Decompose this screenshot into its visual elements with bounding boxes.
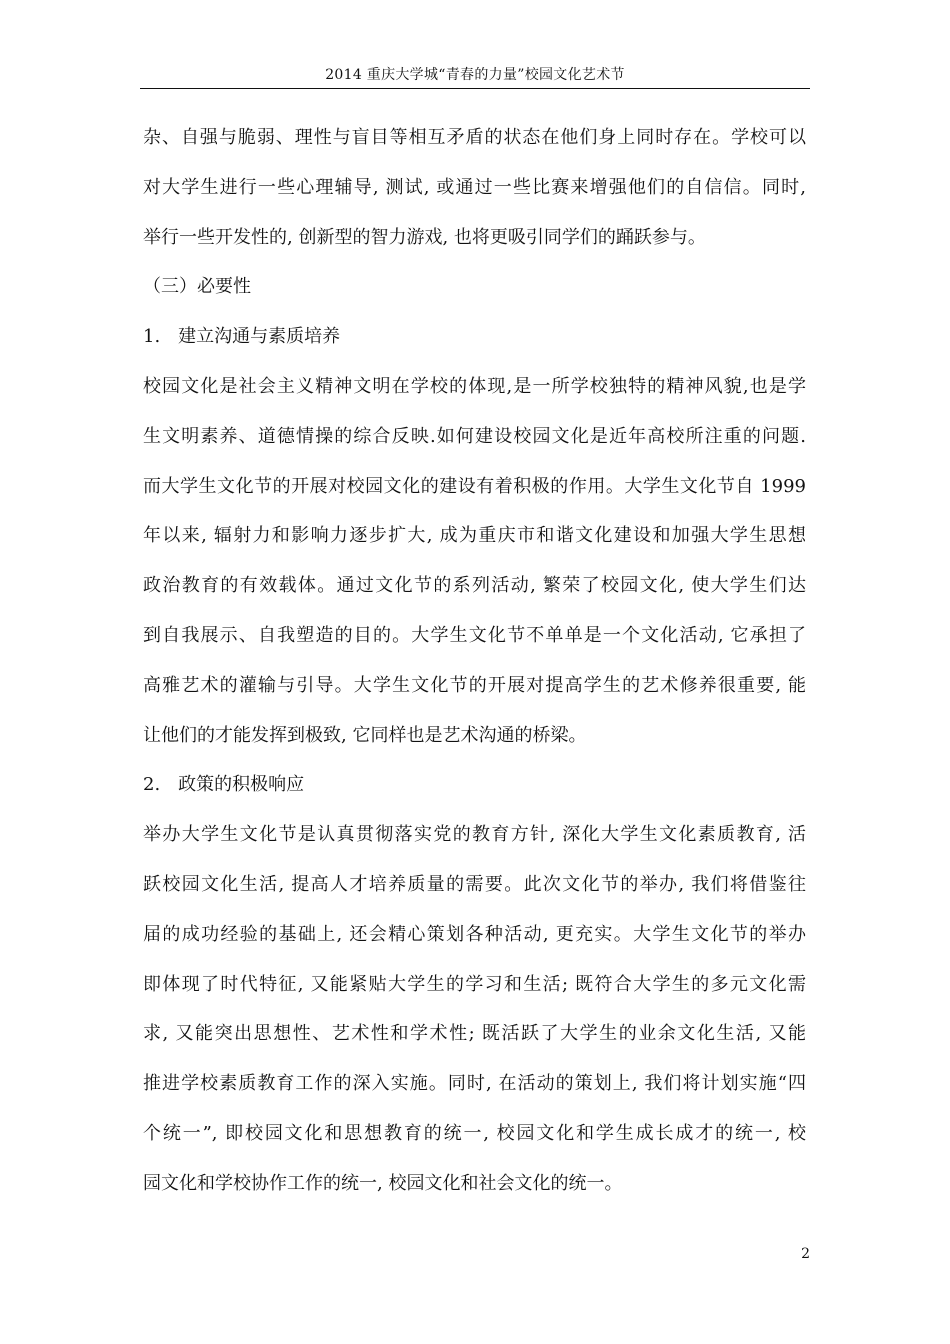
text-line: 求, 又能突出思想性、艺术性和学术性; 既活跃了大学生的业余文化生活, 又能 <box>143 1023 806 1045</box>
text-line: 对大学生进行一些心理辅导, 测试, 或通过一些比赛来增强他们的自信信。同时, <box>143 176 806 198</box>
text-line: 推进学校素质教育工作的深入实施。同时, 在活动的策划上, 我们将计划实施“四 <box>143 1073 806 1095</box>
text-line: 个统一”, 即校园文化和思想教育的统一, 校园文化和学生成长成才的统一, 校 <box>143 1122 806 1144</box>
text-line: 高雅艺术的灌输与引导。大学生文化节的开展对提高学生的艺术修养很重要, 能 <box>143 674 806 696</box>
subsection-heading: 1. 建立沟通与素质培养 <box>143 326 341 348</box>
text-line: 举办大学生文化节是认真贯彻落实党的教育方针, 深化大学生文化素质教育, 活 <box>143 824 806 846</box>
text-line: 校园文化是社会主义精神文明在学校的体现,是一所学校独特的精神风貌,也是学 <box>143 375 806 397</box>
text-line: 即体现了时代特征, 又能紧贴大学生的学习和生活; 既符合大学生的多元文化需 <box>143 973 806 995</box>
text-line: 园文化和学校协作工作的统一, 校园文化和社会文化的统一。 <box>143 1172 623 1194</box>
header-divider <box>140 88 810 89</box>
text-line: 而大学生文化节的开展对校园文化的建设有着积极的作用。大学生文化节自 1999 <box>143 475 806 497</box>
page-number: 2 <box>801 1246 810 1262</box>
text-line: 政治教育的有效载体。通过文化节的系列活动, 繁荣了校园文化, 使大学生们达 <box>143 575 806 597</box>
text-line: 届的成功经验的基础上, 还会精心策划各种活动, 更充实。大学生文化节的举办 <box>143 923 806 945</box>
section-heading: （三）必要性 <box>143 276 251 298</box>
document-body <box>143 113 806 1209</box>
text-line: 到自我展示、自我塑造的目的。大学生文化节不单单是一个文化活动, 它承担了 <box>143 624 806 646</box>
text-line: 生文明素养、道德情操的综合反映.如何建设校园文化是近年高校所注重的问题. <box>143 425 806 447</box>
text-line: 杂、自强与脆弱、理性与盲目等相互矛盾的状态在他们身上同时存在。学校可以 <box>143 127 806 148</box>
text-line: 举行一些开发性的, 创新型的智力游戏, 也将更吸引同学们的踊跃参与。 <box>143 226 706 248</box>
text-line: 让他们的才能发挥到极致, 它同样也是艺术沟通的桥梁。 <box>143 724 587 746</box>
running-header: 2014 重庆大学城“青春的力量”校园文化艺术节 <box>325 67 625 83</box>
subsection-heading: 2. 政策的积极响应 <box>143 774 305 796</box>
text-line: 年以来, 辐射力和影响力逐步扩大, 成为重庆市和谐文化建设和加强大学生思想 <box>143 525 806 547</box>
text-line: 跃校园文化生活, 提高人才培养质量的需要。此次文化节的举办, 我们将借鉴往 <box>143 873 806 895</box>
